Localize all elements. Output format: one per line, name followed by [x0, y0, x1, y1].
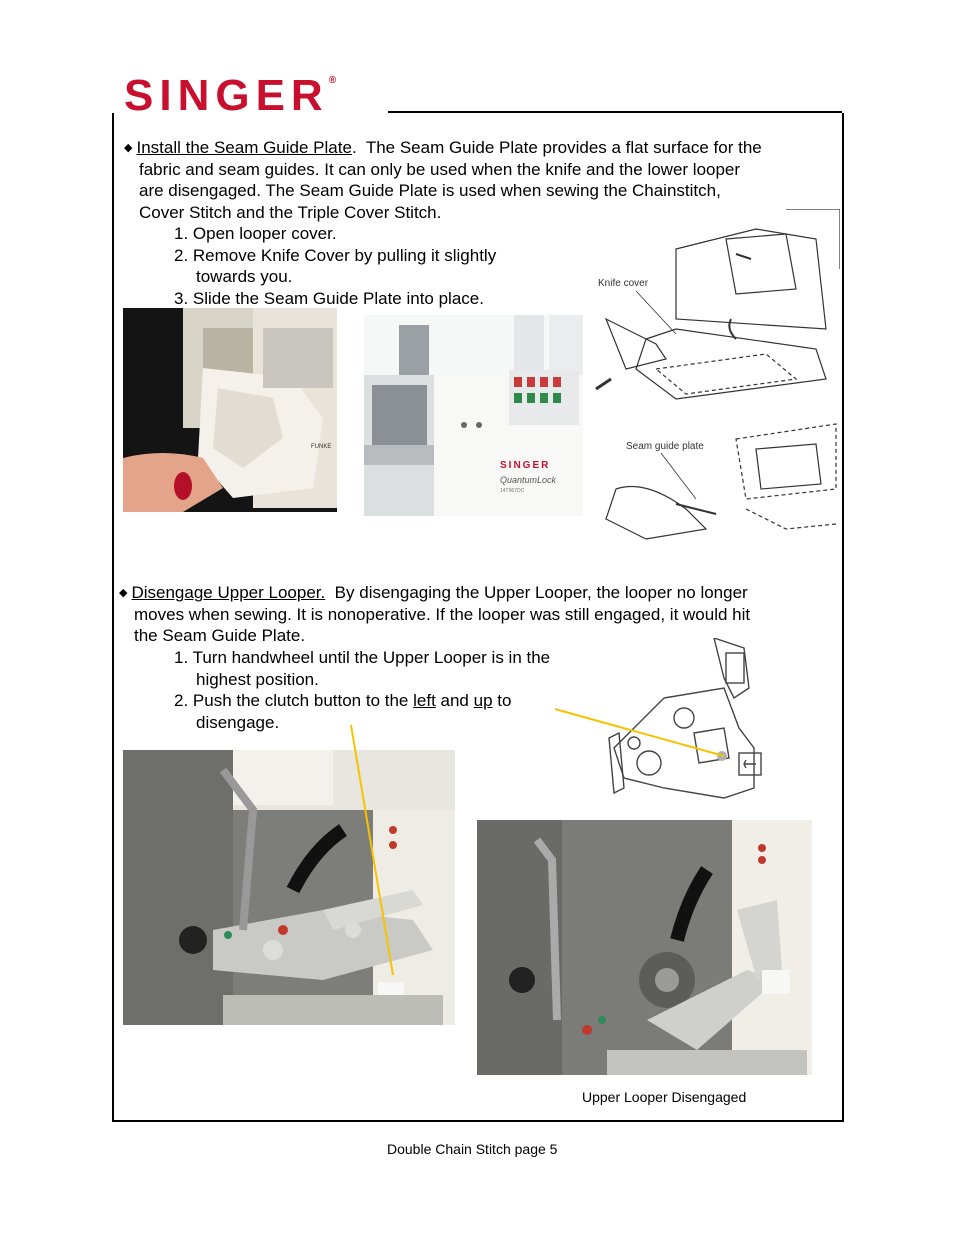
section1-heading: Install the Seam Guide Plate: [136, 138, 352, 157]
diamond-bullet-icon: ◆: [124, 142, 133, 154]
section1-line3: are disengaged. The Seam Guide Plate is used when sewing the Chainstitch,: [139, 181, 721, 200]
section1-line1: ◆ Install the Seam Guide Plate. The Seam Guide Plate provides a flat surface for the: [124, 138, 762, 157]
machine-model-label: QuantumLock: [500, 475, 557, 485]
svg-text:FUNKE: FUNKE: [311, 444, 332, 450]
section2-line2: moves when sewing. It is nonoperative. If the looper was still engaged, it would hit: [134, 604, 751, 624]
singer-logo: SINGER®: [124, 71, 337, 120]
section2-line3: the Seam Guide Plate.: [134, 626, 306, 645]
diamond-bullet-icon: ◆: [119, 587, 128, 599]
section1-step2: 2. Remove Knife Cover by pulling it slightly: [174, 245, 497, 265]
section2-step2: 2. Push the clutch button to the left and up to: [174, 691, 512, 710]
section2-heading: Disengage Upper Looper.: [131, 583, 326, 602]
section1-step1: 1. Open looper cover.: [174, 224, 337, 243]
section2-step1: 1. Turn handwheel until the Upper Looper is in the: [174, 648, 551, 667]
section2-step1-cont: highest position.: [196, 669, 319, 689]
disengaged-caption: Upper Looper Disengaged: [582, 1089, 747, 1105]
section1-line2: fabric and seam guides. It can only be used when the knife and the lower looper: [139, 159, 741, 179]
section2-step2-cont: disengage.: [196, 712, 280, 732]
section2-line1: ◆ Disengage Upper Looper. By disengaging the Upper Looper, the looper no longer: [119, 583, 748, 602]
section1-step2-cont: towards you.: [196, 267, 293, 286]
knife-cover-label: Knife cover: [598, 278, 649, 289]
page-footer: Double Chain Stitch page 5: [387, 1141, 558, 1157]
section1-step3: 3. Slide the Seam Guide Plate into place.: [174, 288, 484, 308]
section1-line4: Cover Stitch and the Triple Cover Stitch.: [139, 202, 442, 222]
machine-number-label: 14T967DC: [500, 488, 525, 494]
machine-brand-label: SINGER: [500, 460, 551, 471]
seam-guide-plate-label: Seam guide plate: [626, 441, 704, 452]
